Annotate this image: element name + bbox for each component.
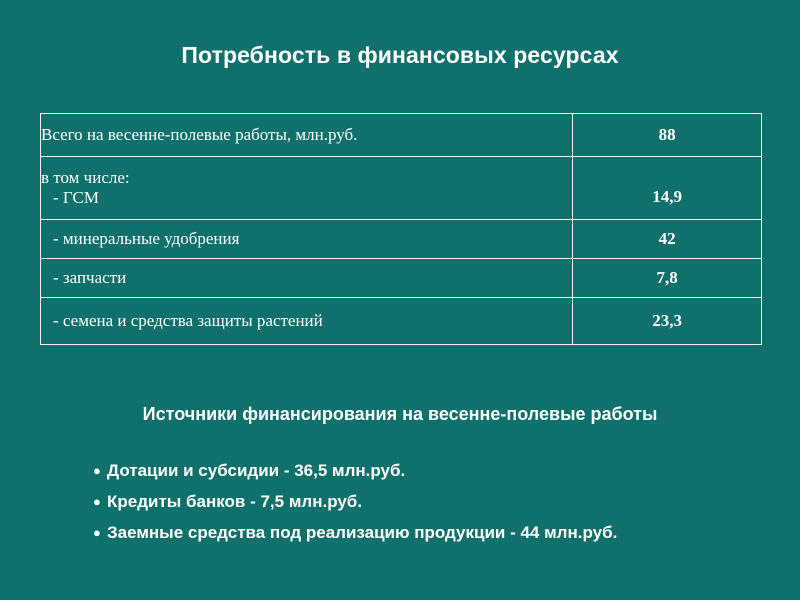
row-label: Всего на весенне-полевые работы, млн.руб. [41,114,573,157]
list-item-label: Заемные средства под реализацию продукции - 44 млн.руб. [107,523,618,542]
list-item [93,486,753,517]
row-value: 88 [573,114,762,157]
row-label-text: - минеральные удобрения [53,229,240,248]
row-value: 7,8 [573,259,762,298]
bullet-icon: ● [93,463,101,478]
list-item [93,517,753,548]
row-label [41,259,573,298]
financial-needs-table [40,113,762,345]
table-row [41,220,762,259]
row-label [41,220,573,259]
row-label-line2: - ГСМ [53,188,99,207]
row-value: 42 [573,220,762,259]
row-label-text: - семена и средства защиты растений [53,311,323,330]
row-label [41,157,573,220]
row-value-text: 14,9 [652,186,682,206]
row-label [41,298,573,345]
list-item [93,455,753,486]
page-title: Потребность в финансовых ресурсах [181,42,619,68]
row-value: 23,3 [573,298,762,345]
table-row [41,259,762,298]
row-value [573,157,762,220]
table-row [41,114,762,157]
bullet-icon: ● [93,525,101,540]
list-item-label: Кредиты банков - 7,5 млн.руб. [107,492,363,511]
sources-list [93,455,753,548]
list-item-label: Дотации и субсидии - 36,5 млн.руб. [107,461,406,480]
row-label-line1: в том числе: [41,168,130,187]
row-label-text: - запчасти [53,268,127,287]
sources-heading: Источники финансирования на весенне-полевые работы [142,404,658,424]
table-row [41,298,762,345]
table-row [41,157,762,220]
bullet-icon: ● [93,494,101,509]
